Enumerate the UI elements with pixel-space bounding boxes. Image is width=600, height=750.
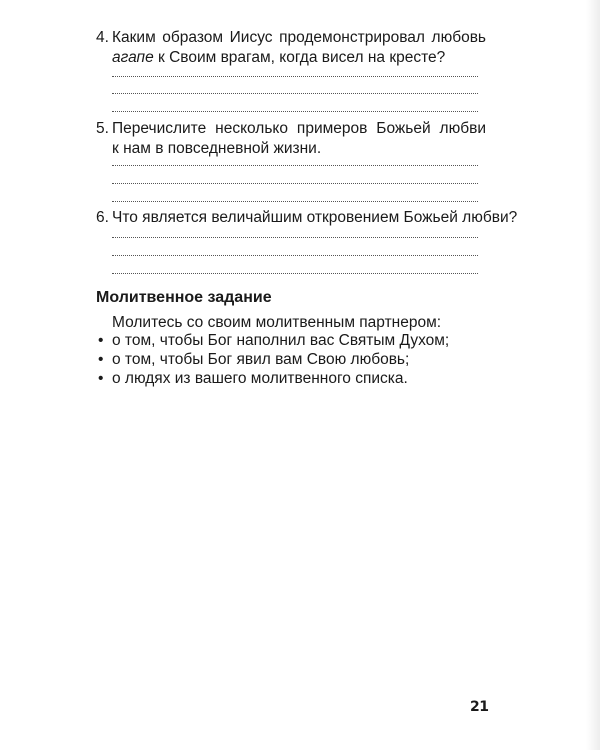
question-4-line-1 — [96, 28, 486, 48]
question-4-text-cont: к Своим врагам, когда висел на кресте? — [153, 49, 446, 66]
bullet-icon: • — [98, 370, 104, 387]
prayer-intro: Молитесь со своим молитвенным партнером: — [112, 314, 442, 331]
prayer-section-title: Молитвенное задание — [96, 289, 272, 306]
question-5-text: Перечислите несколько примеров Божьей любви — [112, 120, 486, 137]
question-6-text: Что является величайшим откровением Божьей любви? — [112, 209, 518, 226]
bullet-icon: • — [98, 351, 104, 368]
prayer-list-item — [98, 350, 449, 369]
question-4-text: Каким образом Иисус продемонстрировал любовь — [112, 29, 486, 46]
answer-line[interactable] — [112, 183, 478, 184]
answer-line[interactable] — [112, 111, 478, 112]
question-5-line-1 — [96, 119, 486, 139]
prayer-item-text: о том, чтобы Бог явил вам Свою любовь; — [112, 351, 410, 368]
question-6-line-1 — [96, 208, 518, 228]
answer-line[interactable] — [112, 76, 478, 77]
answer-line[interactable] — [112, 255, 478, 256]
question-6-number: 6. — [96, 209, 109, 226]
prayer-item-text: о том, чтобы Бог наполнил вас Святым Духом; — [112, 332, 450, 349]
prayer-list — [98, 331, 449, 388]
answer-line[interactable] — [112, 165, 478, 166]
prayer-list-item — [98, 331, 449, 350]
page-edge-shadow — [586, 0, 600, 750]
question-5-text-cont: к нам в повседневной жизни. — [112, 140, 322, 157]
bullet-icon: • — [98, 332, 104, 349]
prayer-item-text: о людях из вашего молитвенного списка. — [112, 370, 408, 387]
prayer-list-item — [98, 369, 449, 388]
question-4-term: агапе — [112, 49, 154, 66]
page-number: 21 — [470, 699, 489, 715]
question-4-line-2 — [96, 48, 486, 68]
question-6 — [96, 208, 518, 228]
question-5-number: 5. — [96, 120, 109, 137]
question-5-line-2 — [96, 139, 486, 159]
question-4 — [96, 28, 486, 68]
question-5 — [96, 119, 486, 159]
answer-line[interactable] — [112, 273, 478, 274]
question-4-number: 4. — [96, 29, 109, 46]
answer-line[interactable] — [112, 237, 478, 238]
answer-line[interactable] — [112, 93, 478, 94]
answer-line[interactable] — [112, 201, 478, 202]
